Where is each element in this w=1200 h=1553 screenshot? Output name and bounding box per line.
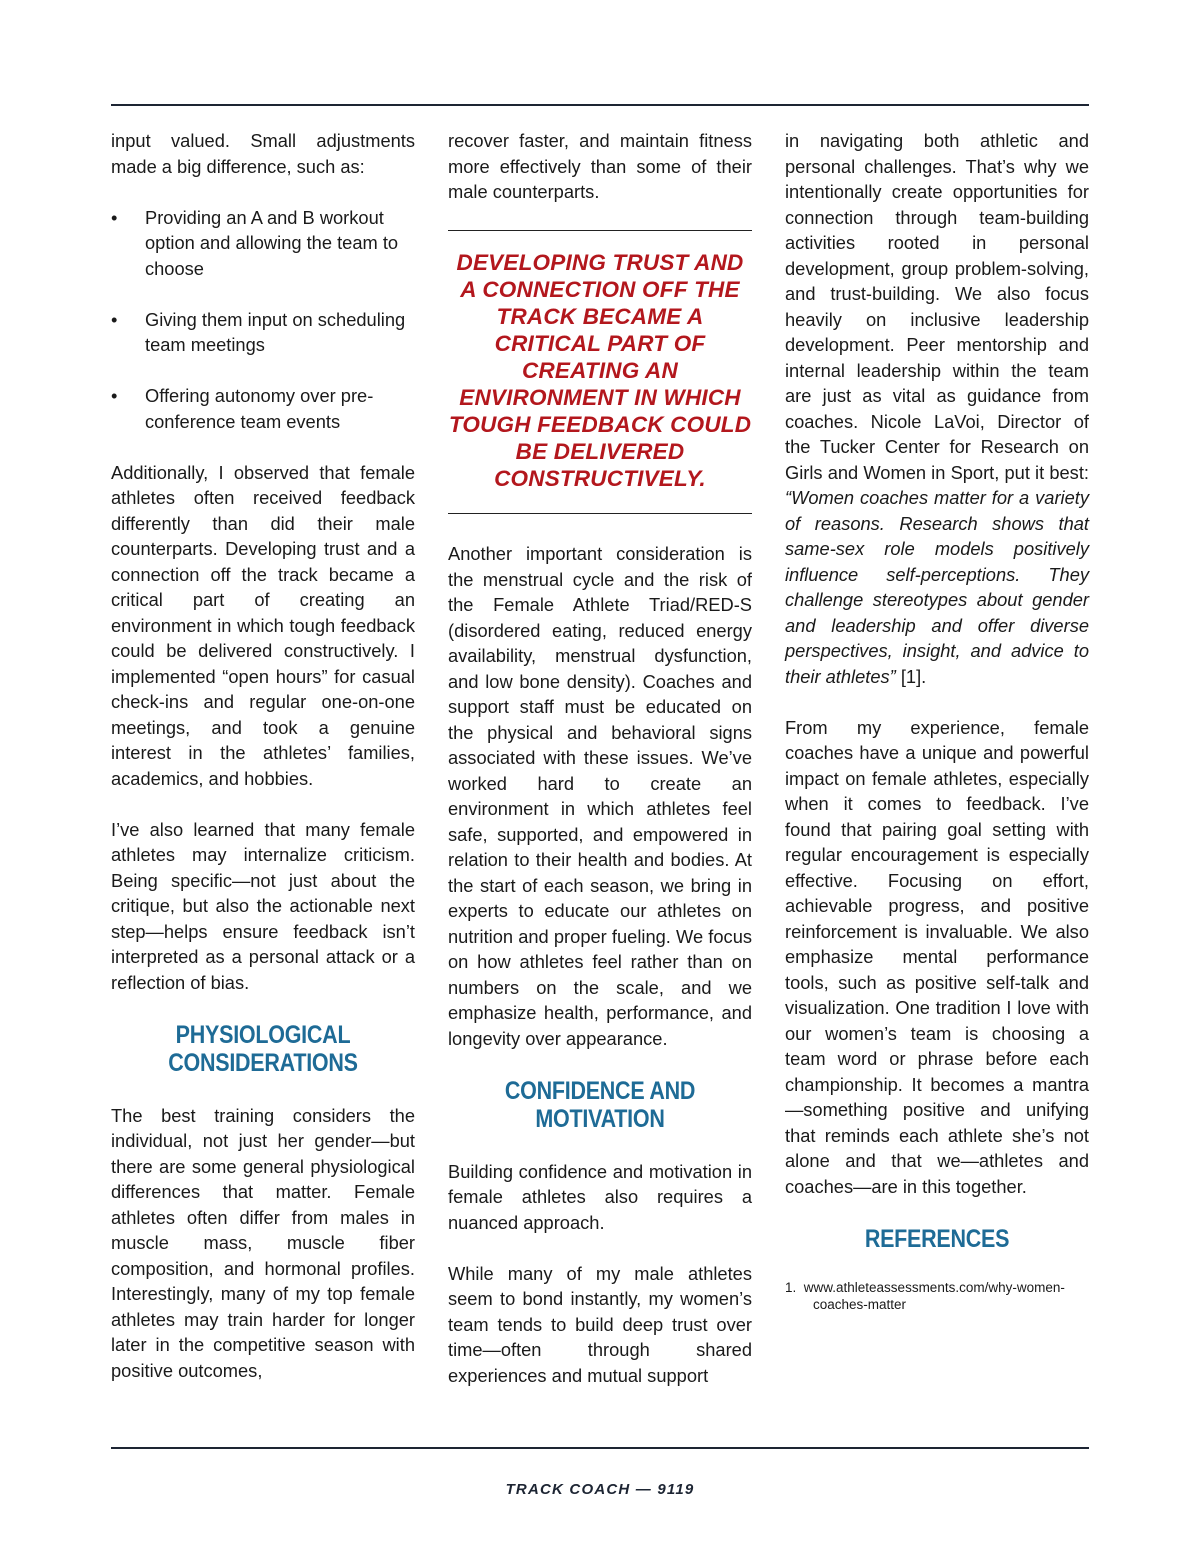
paragraph: in navigating both athletic and personal challenges. That’s why we intentionally create opportunities for connection through team-building activities rooted in personal development, group problem-solving, and trust-building. We also focus heavily on inclusive leadership development. Peer mentorship and internal leadership within the team are just as vital as guidance from coaches. Nicole LaVoi, Director of the Tucker Center for Research on Girls and Women in Sport, put it best: “Women coaches matter for a variety of reasons. Research shows that same-sex role models positively influence self-perceptions. They challenge stereotypes about gender and leadership and offer diverse perspectives, insight, and advice to their athletes” [1].	[785, 130, 1089, 687]
bottom-rule	[111, 1447, 1089, 1449]
reference-item: 1. www.athleteassessments.com/why-women-coaches-matter	[785, 1279, 1065, 1312]
paragraph: recover faster, and maintain fitness more effectively than some of their male counterparts.	[448, 130, 752, 202]
paragraph: Additionally, I observed that female athletes often received feedback differently than did their male counterparts. Developing trust and a connection off the track became a critical part of creating an environment in which tough feedback could be delivered constructively. I implemented “open hours” for casual check-ins and regular one-on-one meetings, and took a genuine interest in the athletes’ families, academics, and hobbies.	[111, 461, 415, 789]
paragraph: Building confidence and motivation in female athletes also requires a nuanced approach.	[448, 1160, 752, 1233]
paragraph: I’ve also learned that many female athletes may internalize criticism. Being specific—not just about the critique, but also the actionable next step—helps ensure feedback isn’t interpreted as a personal attack or a reflection of bias.	[111, 818, 415, 993]
paragraph: Another important consideration is the menstrual cycle and the risk of the Female Athlete Triad/RED-S (disordered eating, reduced energy availability, menstrual dysfunction, and low bone density). Coaches and support staff must be educated on the physical and behavioral signs associated with these issues. We’ve worked hard to create an environment in which athletes feel safe, supported, and empowered in relation to their health and bodies. At the start of each season, we bring in experts to educate our athletes on nutrition and proper fueling. We focus on how athletes feel rather than on numbers on the scale, and we emphasize health, performance, and longevity over appearance.	[448, 543, 752, 1049]
list-item: • Offering autonomy over pre-conference team events	[111, 385, 374, 432]
quote: “Women coaches matter for a variety of reasons. Research shows that same-sex role models positively influence self-perceptions. They challenge stereotypes about gender and leadership and offer diverse perspectives, insight, and advice to their athletes”	[785, 487, 1089, 687]
column-3	[785, 128, 1089, 1313]
paragraph: From my experience, female coaches have a unique and powerful impact on female athletes, especially when it comes to feedback. I’ve found that pairing goal setting with regular encouragement is especially effective. Focusing on effort, achievable progress, and positive reinforcement is invaluable. We also emphasize mental performance tools, such as positive self-talk and visualization. One tradition I love with our women’s team is choosing a team word or phrase before each championship. It becomes a mantra—something positive and unifying that reminds each athlete she’s not alone and that we—athletes and coaches—are in this together.	[785, 716, 1089, 1197]
pull-quote	[448, 230, 752, 514]
pull-quote-text: DEVELOPING TRUST AND A CONNECTION OFF THE TRACK BECAME A CRITICAL PART OF CREATING AN ENVIRONMENT IN WHICH TOUGH FEEDBACK COULD BE DELIVERED CONSTRUCTIVELY.	[448, 250, 752, 491]
section-heading-references: REFERENCES	[864, 1224, 1010, 1253]
bullet-icon: •	[111, 308, 118, 330]
reference-list	[785, 1279, 1089, 1313]
citation: [1].	[895, 665, 927, 687]
section-heading-confidence: CONFIDENCE AND MOTIVATION	[504, 1076, 696, 1133]
column-1	[111, 128, 415, 1409]
paragraph: While many of my male athletes seem to bond instantly, my women’s team tends to build deep trust over time—often through shared experiences and mutual support	[448, 1262, 752, 1386]
list-item: • Providing an A and B workout option and allowing the team to choose	[111, 206, 399, 279]
paragraph: The best training considers the individual, not just her gender—but there are some general physiological differences that matter. Female athletes often differ from males in muscle mass, muscle fiber composition, and hormonal profiles. Interestingly, many of my top female athletes may train harder for longer later in the competitive season with positive outcomes,	[111, 1104, 415, 1381]
paragraph: input valued. Small adjustments made a big difference, such as:	[111, 130, 415, 177]
list-item: • Giving them input on scheduling team meetings	[111, 308, 406, 355]
bullet-icon: •	[111, 385, 118, 406]
bullet-icon: •	[111, 206, 118, 228]
column-2	[448, 128, 752, 1414]
bullet-list	[111, 205, 415, 435]
top-rule	[111, 104, 1089, 106]
section-heading-physiological: PHYSIOLOGICAL CONSIDERATIONS	[168, 1020, 358, 1077]
page-footer: TRACK COACH — 9119	[505, 1481, 695, 1498]
